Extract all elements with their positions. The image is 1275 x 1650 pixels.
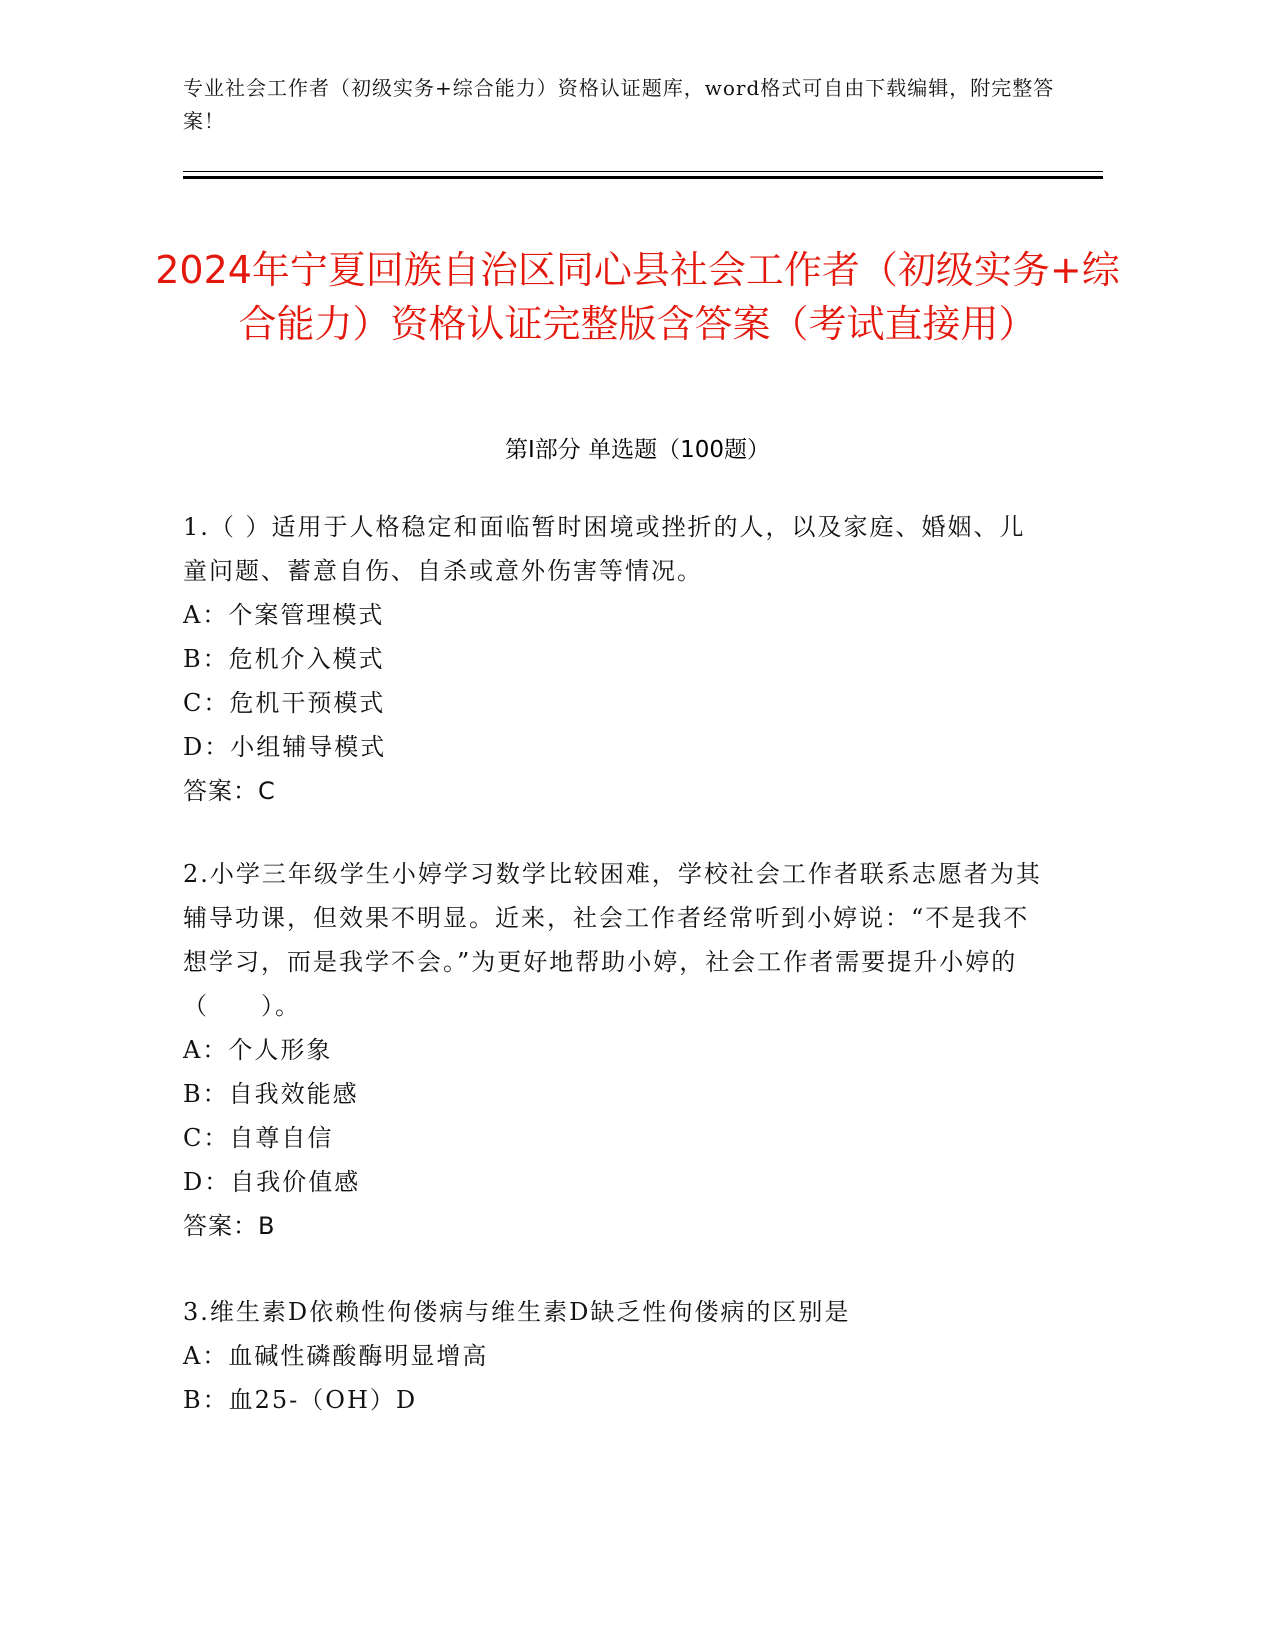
option-a: A：个人形象 [183, 1036, 333, 1064]
question-2 [183, 852, 1043, 1248]
option-b: B：自我效能感 [183, 1080, 359, 1108]
header-divider-thin [183, 171, 1103, 172]
question-stem: 1.（ ）适用于人格稳定和面临暂时困境或挫折的人，以及家庭、婚姻、儿童问题、蓄意自伤、自杀或意外伤害等情况。 [183, 513, 1026, 585]
option-c: C：危机干预模式 [183, 689, 386, 717]
option-d: D：自我价值感 [183, 1168, 361, 1196]
question-stem: 2.小学三年级学生小婷学习数学比较困难，学校社会工作者联系志愿者为其辅导功课，但效果不明显。近来，社会工作者经常听到小婷说：“不是我不想学习，而是我学不会。”为更好地帮助小婷，社会工作者需要提升小婷的（ ）。 [183, 860, 1042, 1020]
option-c: C：自尊自信 [183, 1124, 334, 1152]
option-d: D：小组辅导模式 [183, 733, 387, 761]
answer-label: 答案：B [183, 1212, 276, 1240]
document-title: 2024年宁夏回族自治区同心县社会工作者（初级实务+综合能力）资格认证完整版含答案（考试直接用） [155, 248, 1120, 347]
option-a: A：血碱性磷酸酶明显增高 [183, 1342, 489, 1370]
option-a: A：个案管理模式 [183, 601, 385, 629]
header-note: 专业社会工作者（初级实务+综合能力）资格认证题库，word格式可自由下载编辑，附完整答案！ [183, 76, 1055, 133]
section-heading: 第I部分 单选题（100题） [505, 437, 770, 463]
question-stem: 3.维生素D依赖性佝偻病与维生素D缺乏性佝偻病的区别是 [183, 1298, 851, 1326]
header-divider-thick [183, 176, 1103, 179]
option-b: B：血25-（OH）D [183, 1386, 418, 1414]
answer-label: 答案：C [183, 777, 276, 805]
question-1 [183, 505, 1043, 813]
option-b: B：危机介入模式 [183, 645, 385, 673]
question-3 [183, 1290, 1043, 1422]
